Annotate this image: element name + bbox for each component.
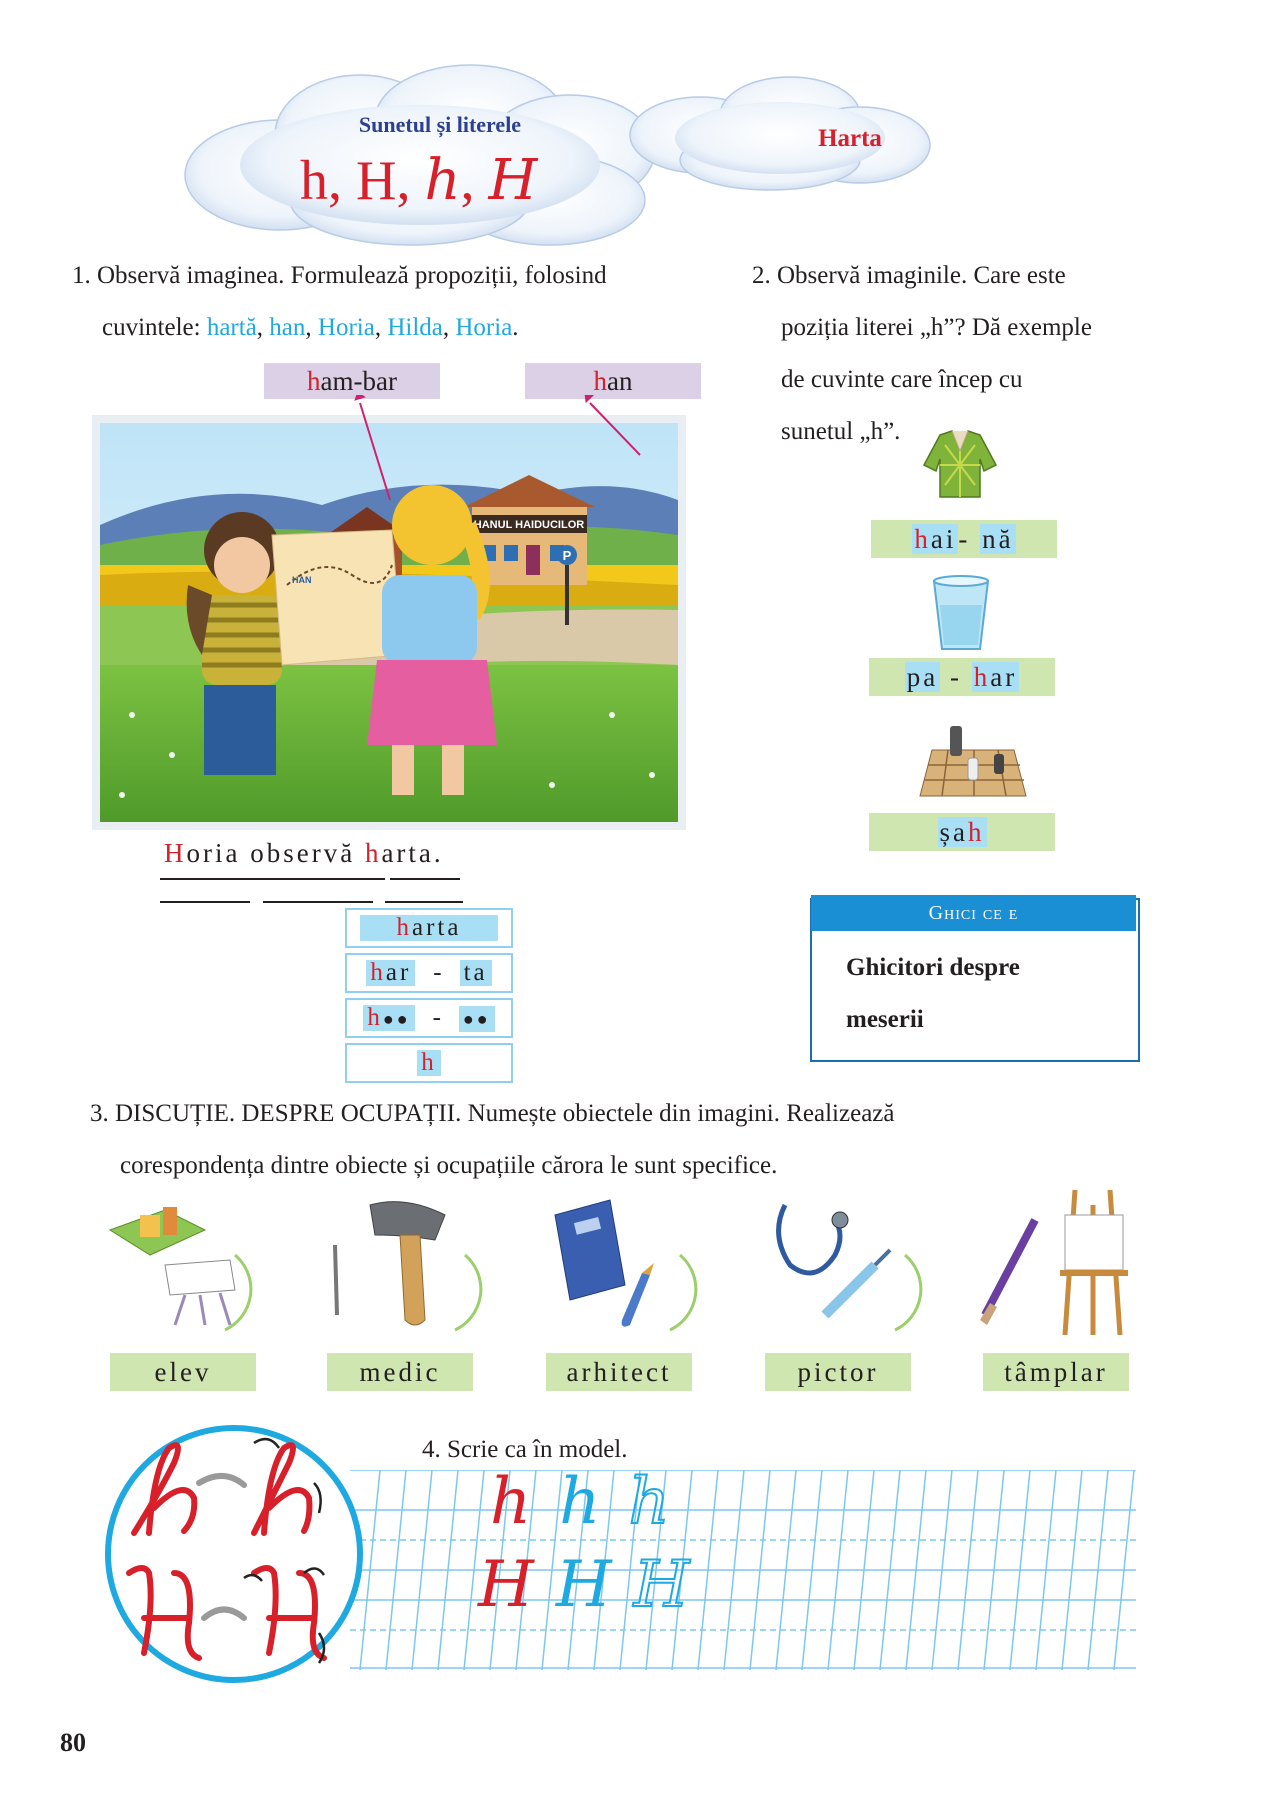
ghici-header: Ghici ce e	[811, 895, 1136, 931]
word-hilda: Hilda	[387, 314, 443, 341]
objects-hammer	[325, 1195, 495, 1335]
occupation-pictor: pictor	[765, 1353, 911, 1391]
word-harta: hartă	[206, 314, 257, 341]
word-box-1: harta	[345, 908, 513, 948]
occupation-arhitect: arhitect	[546, 1353, 692, 1391]
word-han: han	[269, 314, 306, 341]
tracing-circle	[104, 1423, 364, 1685]
header-letters: h, H, h, H	[300, 148, 538, 213]
inn-sign-text: HANUL HAIDUCILOR	[473, 519, 585, 531]
label-han: han	[525, 363, 701, 399]
task2-line4: sunetul „h”.	[781, 418, 901, 445]
model-row-h: h h h	[490, 1465, 670, 1539]
ghici-line1: Ghicitori despre	[846, 954, 1020, 981]
word-horia-2: Horia	[455, 314, 513, 341]
task4-instruction: 4. Scrie ca în model.	[422, 1436, 628, 1463]
task1-line2: cuvintele: hartă, han, Horia, Hilda, Horia.	[102, 314, 519, 341]
letter-H: H	[356, 150, 397, 212]
jacket-icon	[920, 425, 1000, 505]
glass-icon	[926, 575, 996, 655]
letter-h: h	[300, 150, 328, 212]
objects-brush-easel	[975, 1185, 1145, 1335]
sentence-lines	[160, 876, 480, 906]
word-box-3: h●● - ●●	[345, 998, 513, 1038]
task3-line1: 3. DISCUȚIE. DESPRE OCUPAȚII. Numește obiectele din imagini. Realizează	[90, 1100, 895, 1127]
word-horia: Horia	[317, 314, 375, 341]
word-haina: hai- nă	[871, 520, 1057, 558]
lesson-title: Harta	[818, 125, 882, 152]
occupation-medic: medic	[327, 1353, 473, 1391]
task2-line1: 2. Observă imaginile. Care este	[752, 262, 1066, 289]
word-sah: șah	[869, 813, 1055, 851]
task1-line1: 1. Observă imaginea. Formulează propoziții, folosind	[72, 262, 607, 289]
word-box-4: h	[345, 1043, 513, 1083]
ghici-line2: meserii	[846, 1006, 924, 1033]
header-clouds	[170, 60, 970, 250]
task3-line2: corespondența dintre obiecte și ocupațiile cărora le sunt specifice.	[120, 1152, 778, 1179]
word-pahar: pa - har	[869, 658, 1055, 696]
model-row-H: H H H	[478, 1548, 690, 1622]
objects-book-pen	[550, 1195, 720, 1335]
occupation-elev: elev	[110, 1353, 256, 1391]
parking-sign: P	[562, 548, 572, 563]
label-arrows	[340, 395, 660, 515]
word-box-2: har - ta	[345, 953, 513, 993]
occupation-tamplar: tâmplar	[983, 1353, 1129, 1391]
writing-grid	[350, 1465, 1136, 1670]
chess-icon	[918, 720, 1028, 800]
page-number: 80	[60, 1728, 86, 1757]
label-hambar: ham-bar	[264, 363, 440, 399]
header-subtitle: Sunetul și literele	[358, 112, 522, 137]
example-sentence: Horia observă harta.	[164, 838, 444, 868]
letter-script-h: h	[424, 148, 461, 213]
task2-line3: de cuvinte care încep cu	[781, 366, 1023, 393]
letter-script-H: H	[488, 148, 538, 213]
objects-stethoscope	[765, 1195, 935, 1335]
task2-line2: poziția literei „h”? Dă exemple	[781, 314, 1092, 341]
map-label: HAN	[292, 575, 312, 585]
objects-architect	[105, 1195, 275, 1335]
